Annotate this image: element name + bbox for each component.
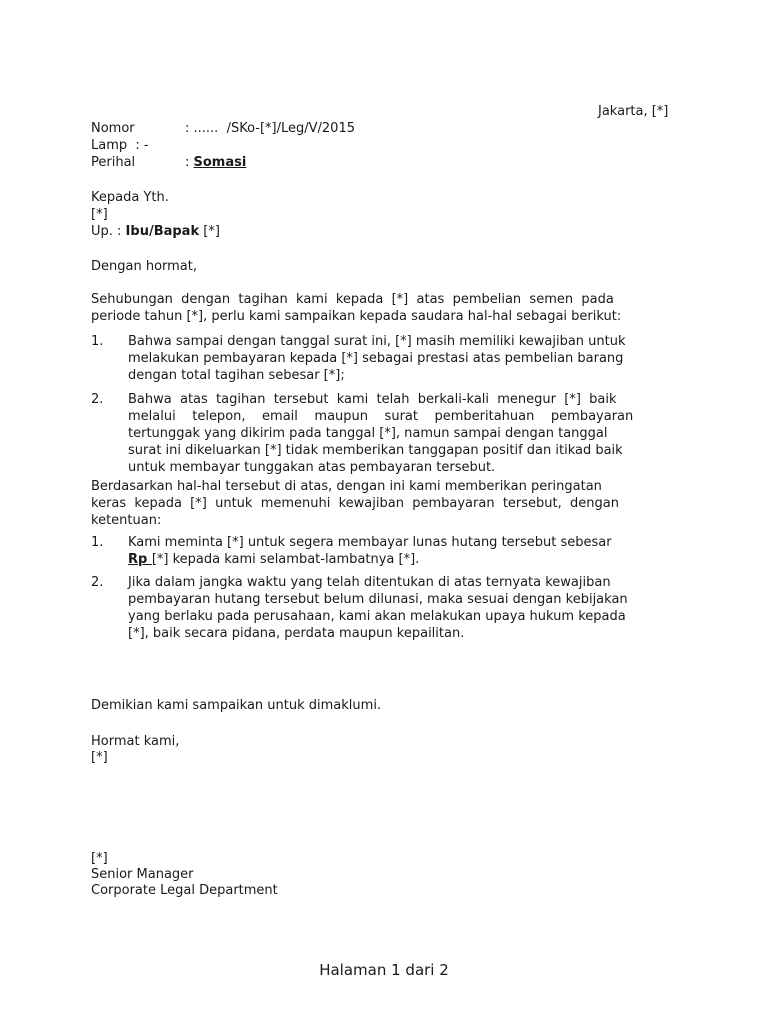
place-date: Jakarta, [*] (598, 104, 669, 119)
warning-paragraph (91, 478, 676, 529)
list-item-line: melalui telepon, email maupun surat pemberitahuan pembayaran (128, 409, 634, 424)
signatory-department: Corporate Legal Department (91, 883, 278, 898)
list-item-text (128, 333, 676, 384)
list-item-line: Bahwa sampai dengan tanggal surat ini, [*] masih memiliki kewajiban untuk (128, 334, 626, 349)
perihal-value-line (185, 154, 246, 171)
list-item-line: Bahwa atas tagihan tersebut kami telah berkali-kali menegur [*] baik (128, 392, 617, 407)
nomor-label: Nomor (91, 121, 135, 136)
page-footer: Halaman 1 dari 2 (319, 961, 449, 979)
list-item-text (128, 391, 676, 476)
list-number: 1. (91, 535, 104, 550)
intro-line: periode tahun [*], perlu kami sampaikan kepada saudara hal-hal sebagai berikut: (91, 309, 622, 324)
salutation: Dengan hormat, (91, 259, 198, 274)
list-item-line: Jika dalam jangka waktu yang telah ditentukan di atas ternyata kewajiban (128, 575, 611, 590)
attention-name: Ibu/Bapak (125, 224, 200, 239)
sign-off-company: [*] (91, 750, 108, 765)
recipient-line2: [*] (91, 207, 108, 222)
list-number: 1. (91, 334, 104, 349)
intro-line: Sehubungan dengan tagihan kami kepada [*] atas pembelian semen pada (91, 292, 614, 307)
list-item-line: melakukan pembayaran kepada [*] sebagai prestasi atas pembelian barang (128, 351, 624, 366)
list-item-line: [*], baik secara pidana, perdata maupun kepailitan. (128, 626, 465, 641)
perihal-colon: : (185, 155, 194, 170)
recipient-line1: Kepada Yth. (91, 190, 169, 205)
list-item-text (128, 574, 676, 642)
attention-suffix: [*] (199, 224, 220, 239)
lamp-label: Lamp : - (91, 138, 149, 153)
attention-prefix: Up. : (91, 224, 126, 239)
warning-line: ketentuan: (91, 513, 162, 528)
amount-text: [*] kepada kami selambat-lambatnya [*]. (151, 552, 420, 567)
signatory-name: [*] (91, 851, 108, 866)
signatory-title: Senior Manager (91, 867, 194, 882)
list-item-text (128, 534, 676, 568)
list-item-line: tertunggak yang dikirim pada tanggal [*], namun sampai dengan tanggal (128, 426, 608, 441)
perihal-label: Perihal (91, 155, 136, 170)
list-item-line: pembayaran hutang tersebut belum dilunasi, maka sesuai dengan kebijakan (128, 592, 628, 607)
warning-line: Berdasarkan hal-hal tersebut di atas, dengan ini kami memberikan peringatan (91, 479, 602, 494)
list-item-line (128, 551, 676, 568)
closing-sentence: Demikian kami sampaikan untuk dimaklumi. (91, 698, 382, 713)
perihal-subject: Somasi (193, 155, 247, 170)
recipient-attention (91, 223, 220, 240)
list-item-line: yang berlaku pada perusahaan, kami akan melakukan upaya hukum kepada (128, 609, 626, 624)
nomor-value: : ...... /SKo-[*]/Leg/V/2015 (185, 121, 355, 136)
list-item-line: dengan total tagihan sebesar [*]; (128, 368, 345, 383)
list-item-line: surat ini dikeluarkan [*] tidak memberikan tanggapan positif dan itikad baik (128, 443, 623, 458)
list-item-line: Kami meminta [*] untuk segera membayar lunas hutang tersebut sebesar (128, 535, 612, 550)
list-item-line: untuk membayar tunggakan atas pembayaran tersebut. (128, 460, 496, 475)
intro-paragraph (91, 291, 676, 325)
warning-line: keras kepada [*] untuk memenuhi kewajiban pembayaran tersebut, dengan (91, 496, 619, 511)
list-number: 2. (91, 392, 104, 407)
currency-label: Rp (128, 552, 152, 567)
sign-off-greeting: Hormat kami, (91, 734, 180, 749)
list-number: 2. (91, 575, 104, 590)
